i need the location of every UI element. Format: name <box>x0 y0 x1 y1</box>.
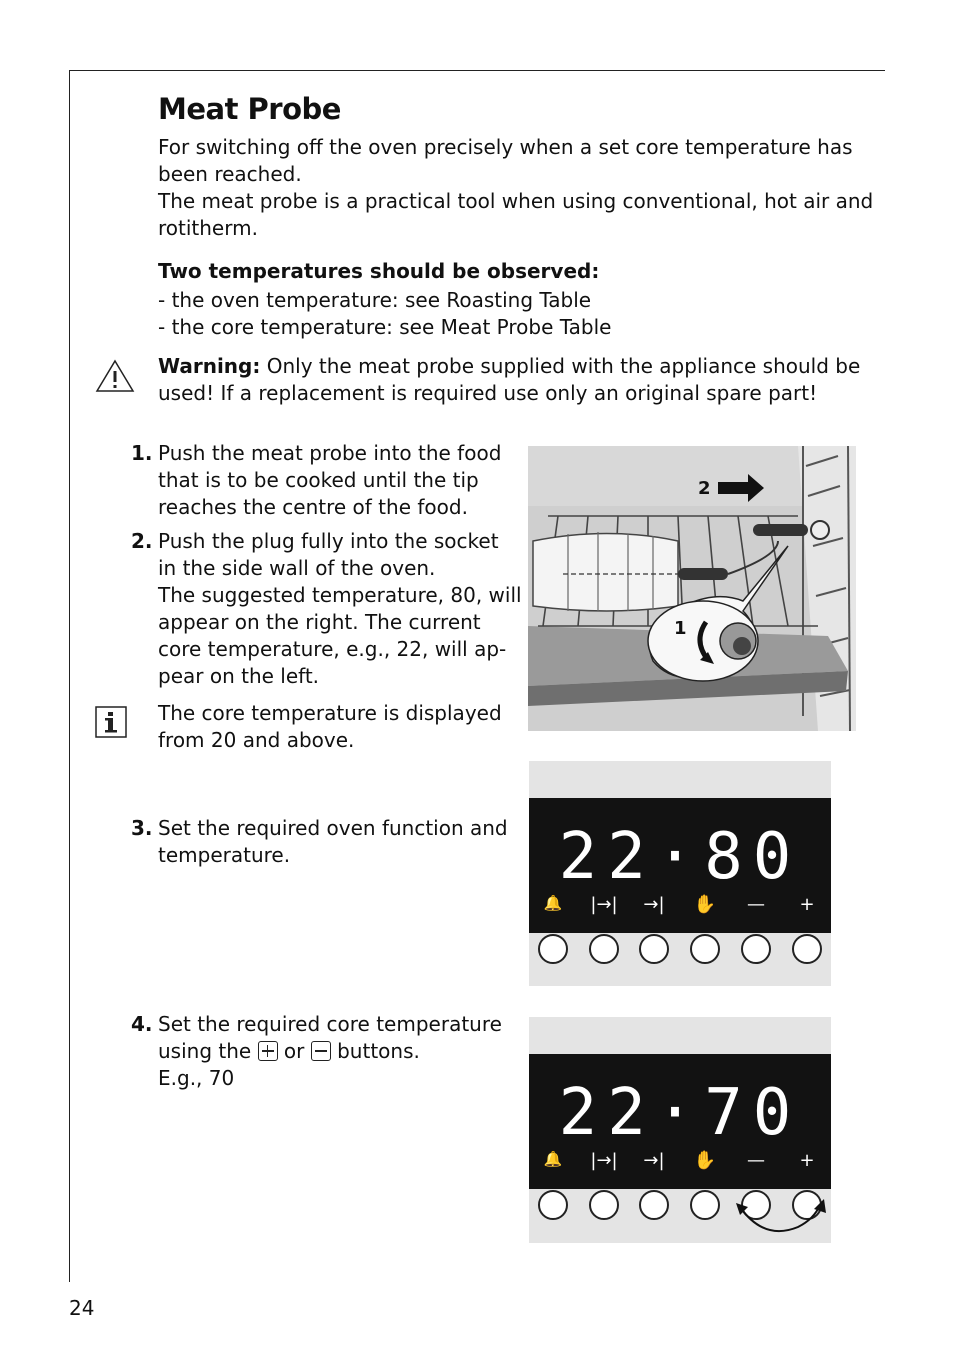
bell-icon: 🔔 <box>543 1150 563 1168</box>
oven-meat-probe-illustration <box>528 446 856 731</box>
plus-button-icon <box>258 1041 278 1061</box>
info-icon <box>95 706 127 738</box>
step-2-line-1: Push the plug fully into the socket <box>158 529 499 553</box>
hand-icon: ✋ <box>693 894 717 915</box>
step-4-or: or <box>277 1039 311 1063</box>
top-rule <box>69 70 885 71</box>
step-3-line-2: temperature. <box>158 843 291 867</box>
display-2-digits: 22·70 <box>558 1076 802 1150</box>
step-3-number: 3. <box>131 816 153 840</box>
intro-line-1: For switching off the oven precisely when a set core temperature has <box>158 135 853 159</box>
page-title: Meat Probe <box>158 92 341 126</box>
minus-button[interactable] <box>741 934 771 964</box>
plus-button[interactable] <box>792 934 822 964</box>
duration-button[interactable] <box>589 934 619 964</box>
plus-icon: + <box>799 894 815 915</box>
bell-button[interactable] <box>538 1190 568 1220</box>
warning-text-1: Only the meat probe supplied with the appliance should be <box>260 354 861 378</box>
step-1-line-1: Push the meat probe into the food <box>158 441 502 465</box>
display-2 <box>529 1054 831 1189</box>
step-2-line-3: The suggested temperature, 80, will <box>158 583 522 607</box>
duration-button[interactable] <box>589 1190 619 1220</box>
illustration-label-1: 1 <box>674 618 687 639</box>
left-rule <box>69 70 70 1282</box>
page-number: 24 <box>69 1296 95 1320</box>
step-1-number: 1. <box>131 441 153 465</box>
illustration-label-2: 2 <box>698 478 711 499</box>
end-time-icon: →| <box>643 1150 665 1171</box>
hand-icon: ✋ <box>693 1150 717 1171</box>
intro-line-2: been reached. <box>158 162 302 186</box>
warning-line-2: used! If a replacement is required use only an original spare part! <box>158 381 818 405</box>
step-1-line-3: reaches the centre of the food. <box>158 495 468 519</box>
step-2-line-6: pear on the left. <box>158 664 320 688</box>
display-1 <box>529 798 831 933</box>
hand-button[interactable] <box>690 934 720 964</box>
warning-line-1 <box>158 353 860 380</box>
plus-icon: + <box>799 1150 815 1171</box>
control-panel-1 <box>529 761 831 986</box>
step-3-line-1: Set the required oven function and <box>158 816 508 840</box>
minus-button-icon <box>311 1041 331 1061</box>
display-1-digits: 22·80 <box>558 820 802 894</box>
intro-line-4: rotitherm. <box>158 216 258 240</box>
hand-button[interactable] <box>690 1190 720 1220</box>
warning-label: Warning: <box>158 354 261 378</box>
step-2-line-5: core temperature, e.g., 22, will ap- <box>158 637 507 661</box>
step-4-line-3: E.g., 70 <box>158 1066 235 1090</box>
duration-icon: |→| <box>590 1150 618 1171</box>
step-1-line-2: that is to be cooked until the tip <box>158 468 479 492</box>
minus-icon: — <box>747 894 765 915</box>
bell-icon: 🔔 <box>543 894 563 912</box>
display-2-symbols <box>529 1150 831 1180</box>
info-line-1: The core temperature is displayed <box>158 701 502 725</box>
step-4-buttons: buttons. <box>330 1039 420 1063</box>
end-time-button[interactable] <box>639 1190 669 1220</box>
step-2-line-4: appear on the right. The current <box>158 610 481 634</box>
warning-triangle-icon <box>94 358 136 394</box>
end-time-button[interactable] <box>639 934 669 964</box>
duration-icon: |→| <box>590 894 618 915</box>
end-time-icon: →| <box>643 894 665 915</box>
step-2-line-2: in the side wall of the oven. <box>158 556 436 580</box>
control-panel-2 <box>529 1017 831 1243</box>
observe-heading: Two temperatures should be observed: <box>158 259 600 283</box>
minus-icon: — <box>747 1150 765 1171</box>
intro-line-3: The meat probe is a practical tool when using conventional, hot air and <box>158 189 874 213</box>
display-1-symbols <box>529 894 831 924</box>
bell-button[interactable] <box>538 934 568 964</box>
observe-item-2: - the core temperature: see Meat Probe Table <box>158 315 612 339</box>
press-arrows-icon <box>734 1197 831 1243</box>
step-4-using: using the <box>158 1039 258 1063</box>
step-4-number: 4. <box>131 1012 153 1036</box>
info-line-2: from 20 and above. <box>158 728 355 752</box>
step-4-line-2 <box>158 1038 420 1065</box>
step-4-line-1: Set the required core temperature <box>158 1012 502 1036</box>
step-2-number: 2. <box>131 529 153 553</box>
observe-item-1: - the oven temperature: see Roasting Table <box>158 288 592 312</box>
